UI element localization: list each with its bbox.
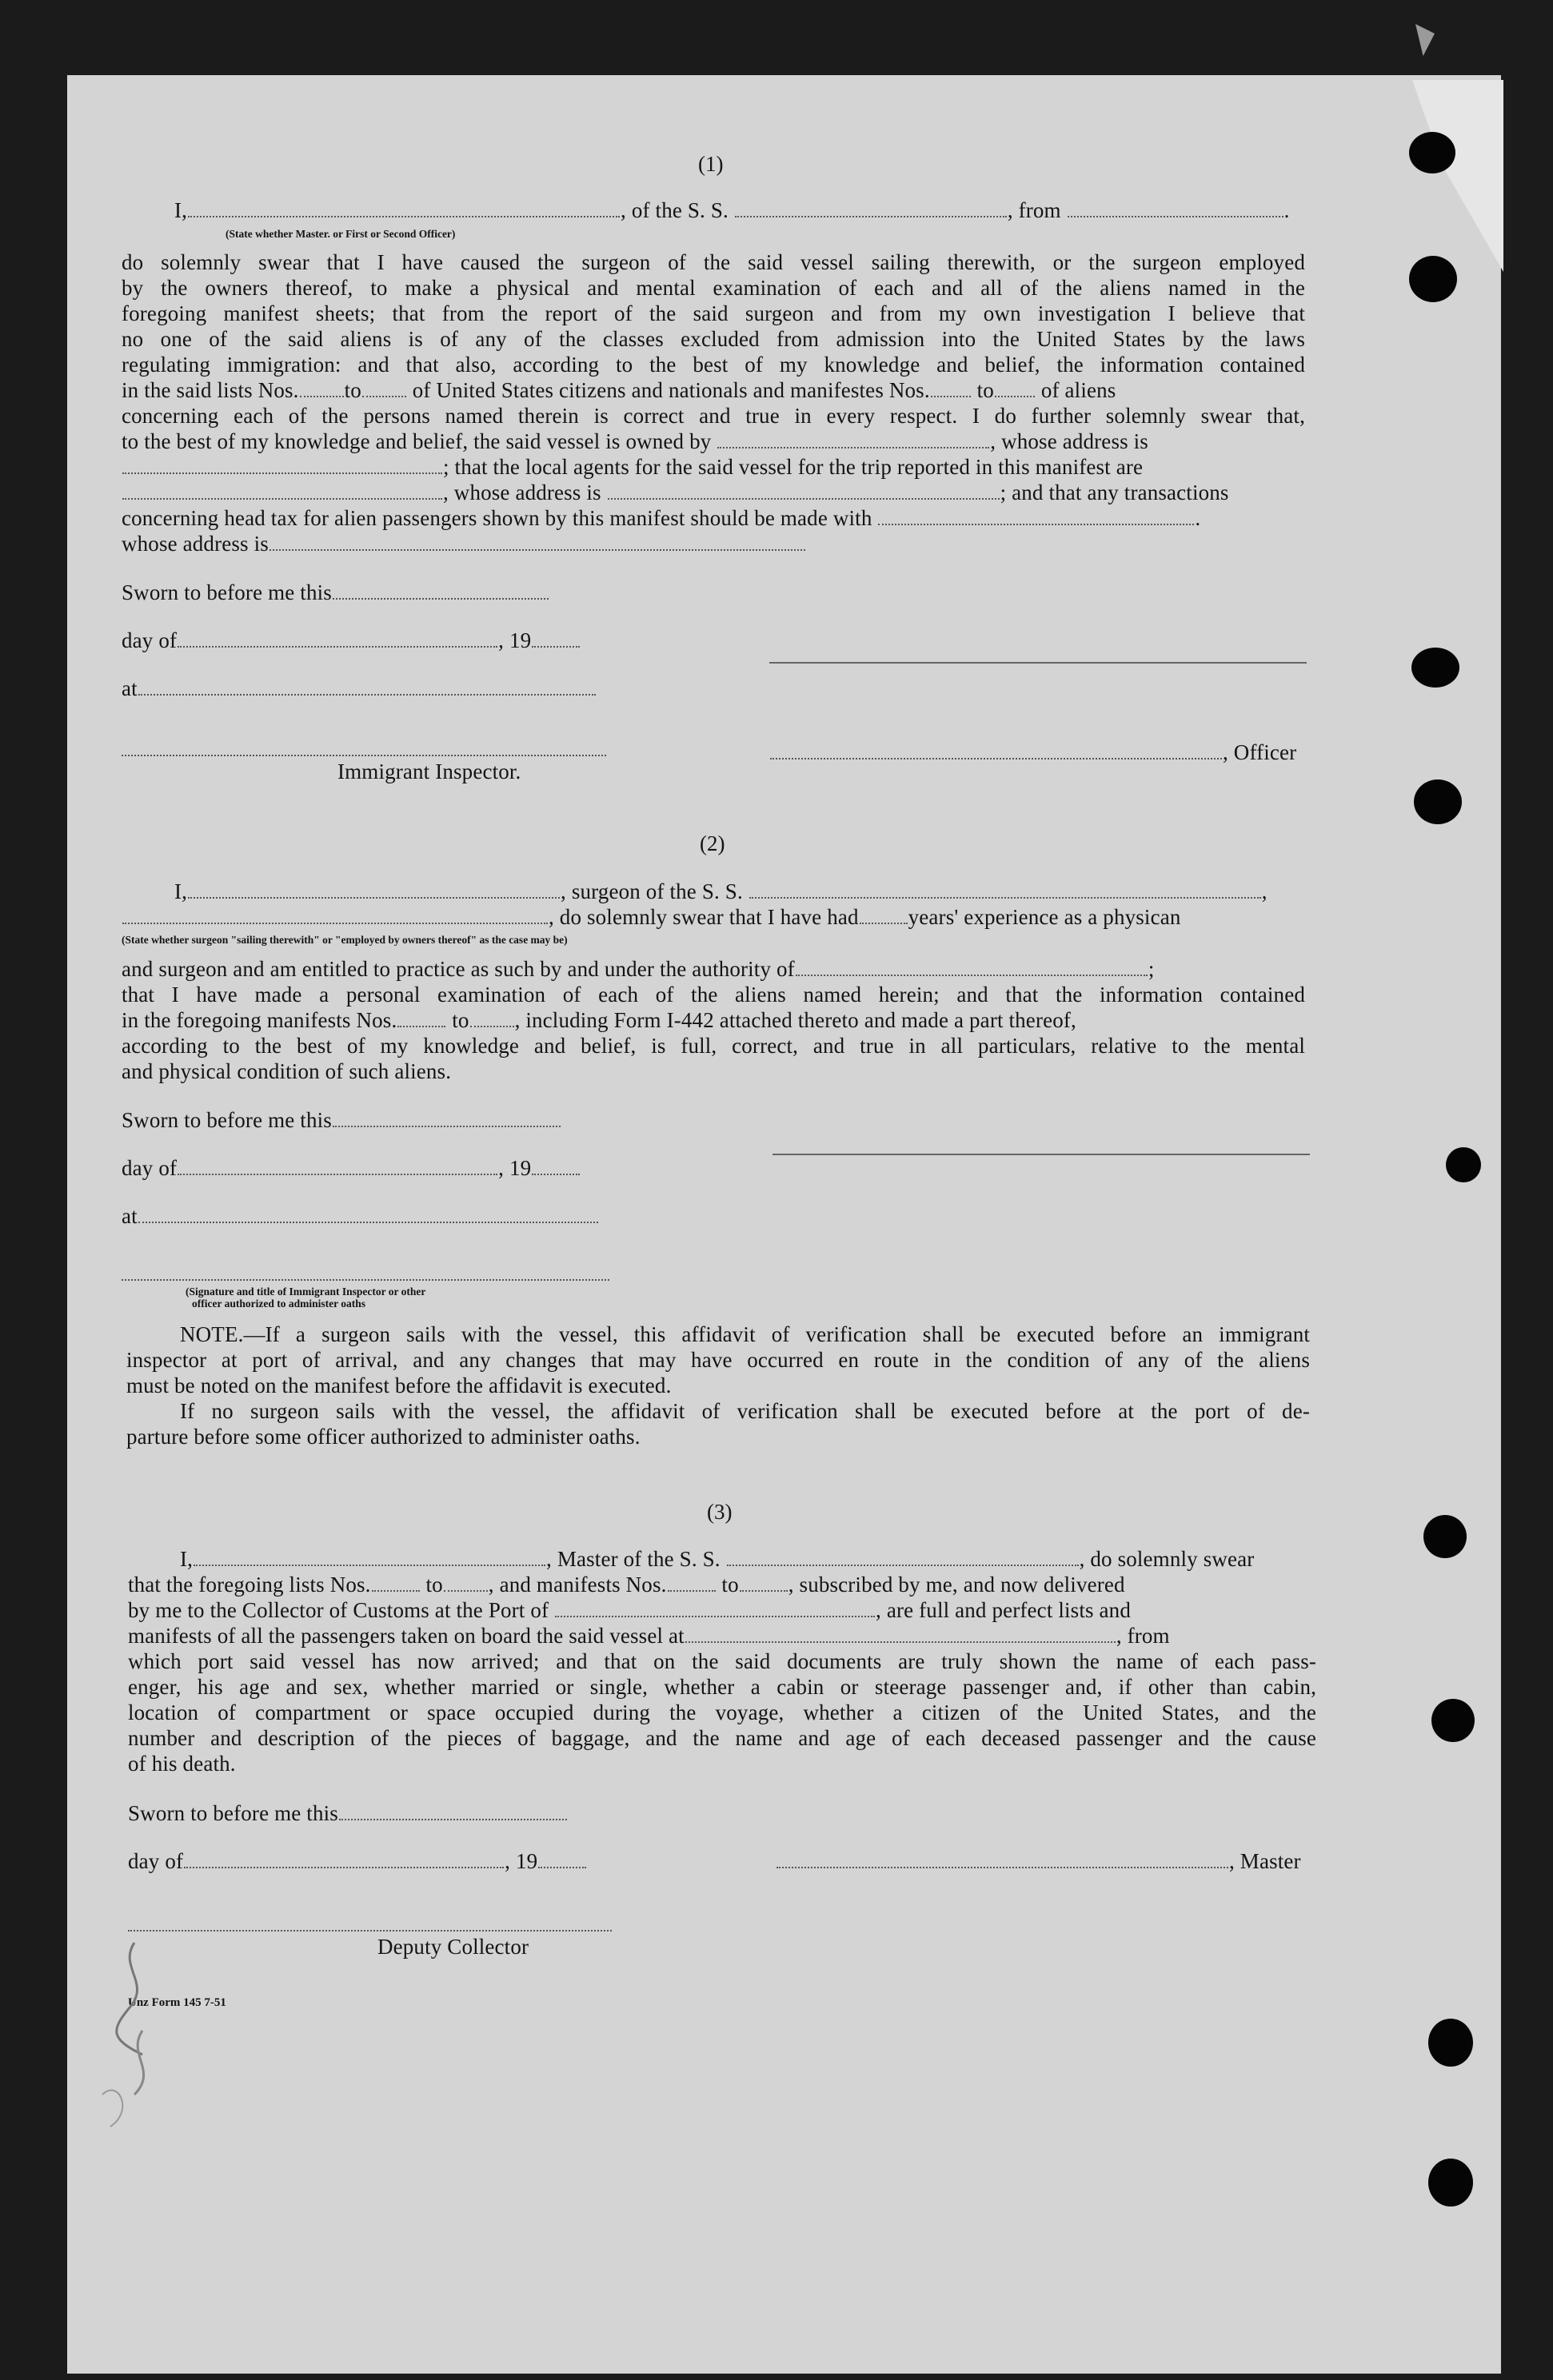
collector-port-label: by me to the Collector of Customs at the Port of <box>128 1598 549 1622</box>
whose-address-label: , whose address is <box>990 429 1148 453</box>
day-of-field[interactable] <box>184 1849 504 1868</box>
at-label: at <box>122 676 138 700</box>
officer-line <box>769 740 1296 765</box>
to-label: to <box>976 378 994 402</box>
punch-hole <box>1428 2159 1473 2207</box>
inspector-signature-line[interactable] <box>122 1279 609 1281</box>
sworn-date-field[interactable] <box>333 1108 561 1127</box>
section-3-line-3 <box>128 1598 1131 1623</box>
punch-hole <box>1423 1515 1467 1558</box>
section-1-number: (1) <box>698 152 724 176</box>
master-name-field[interactable] <box>194 1547 545 1566</box>
inspector-signature-line[interactable] <box>122 755 606 756</box>
owner-field[interactable] <box>717 429 989 448</box>
note-line: must be noted on the manifest before the affidavit is executed. <box>126 1373 672 1397</box>
sworn-label: Sworn to before me this <box>122 580 332 604</box>
from-label: , from <box>1007 198 1061 222</box>
period: . <box>1195 506 1201 530</box>
list-no-to-field[interactable] <box>362 378 406 397</box>
agent-address-field[interactable] <box>608 480 1000 500</box>
owner-line <box>122 429 1148 454</box>
section-2-number: (2) <box>700 831 725 855</box>
manifest-no-from-field[interactable] <box>931 378 971 397</box>
full-lists-label: , are full and perfect lists and <box>876 1598 1131 1622</box>
semicolon: ; <box>1148 957 1155 981</box>
whose-address-label: , whose address is <box>443 480 601 504</box>
authority-label: and surgeon and am entitled to practice as such by and under the authority of <box>122 957 795 981</box>
section-2-line-2 <box>122 905 1181 930</box>
manifests-line <box>122 1008 1076 1033</box>
list-from-field[interactable] <box>372 1573 420 1592</box>
transactions-label: ; and that any transactions <box>1000 480 1229 504</box>
day-of-line <box>128 1849 587 1874</box>
master-vessel-field[interactable] <box>727 1547 1079 1566</box>
handwritten-mark <box>86 1935 182 2143</box>
officer-name-field[interactable] <box>188 198 620 217</box>
vessel-name-field[interactable] <box>735 198 1007 217</box>
list-numbers-line <box>122 378 1116 403</box>
year-prefix: , 19 <box>498 1156 532 1180</box>
taken-on-board-label: manifests of all the passengers taken on board the said vessel at <box>128 1624 685 1648</box>
physican-label: years' experience as a physican <box>908 905 1181 929</box>
year-field[interactable] <box>532 1156 580 1175</box>
section-3-number: (3) <box>707 1500 733 1524</box>
to-label: to <box>425 1573 443 1597</box>
comma: , <box>1261 879 1268 903</box>
punch-hole <box>1431 1699 1475 1742</box>
authority-field[interactable] <box>796 957 1148 976</box>
corner-tear <box>1415 24 1435 56</box>
section-1-line-1 <box>174 198 1290 223</box>
surgeon-status-field[interactable] <box>122 905 548 924</box>
pronoun-i: I, <box>180 1547 194 1571</box>
punch-hole <box>1409 256 1457 302</box>
port-field[interactable] <box>555 1598 875 1617</box>
note-line: inspector at port of arrival, and any changes that may have occurred en route in the condition of any of the aliens <box>126 1348 1310 1372</box>
head-tax-agent-field[interactable] <box>878 506 1194 525</box>
years-experience-label: , do solemnly swear that I have had <box>549 905 859 929</box>
form-number: Unz Form 145 7-51 <box>128 1996 226 2009</box>
sworn-line <box>128 1801 568 1826</box>
sworn-line <box>122 1108 561 1133</box>
agents-line <box>122 455 1143 480</box>
manifests-nos-label: in the foregoing manifests Nos. <box>122 1008 397 1032</box>
signature-note: (Signature and title of Immigrant Inspector or other <box>186 1286 426 1298</box>
at-place-field[interactable] <box>138 676 596 696</box>
solemnly-swear-label: , do solemnly swear <box>1079 1547 1255 1571</box>
day-of-label: day of <box>122 1156 178 1180</box>
at-line <box>122 676 597 701</box>
punch-hole <box>1414 779 1462 824</box>
sworn-label: Sworn to before me this <box>122 1108 332 1132</box>
surgeon-signature-line[interactable] <box>773 1154 1310 1155</box>
head-tax-address-field[interactable] <box>269 532 805 551</box>
day-of-line <box>122 628 581 653</box>
master-oath-line: which port said vessel has now arrived; and that on the said documents are truly shown the name of each pass- <box>128 1649 1316 1673</box>
master-signature-field[interactable] <box>776 1849 1228 1868</box>
at-label: at <box>122 1204 138 1228</box>
master-label: , Master <box>1229 1849 1301 1873</box>
master-oath-line: location of compartment or space occupied during the voyage, whether a citizen of the United States, and the <box>128 1700 1316 1724</box>
punch-hole <box>1446 1147 1481 1182</box>
local-agents-label: ; that the local agents for the said vessel for the trip reported in this manifest are <box>443 455 1144 479</box>
list-to-field[interactable] <box>444 1573 488 1592</box>
head-tax-line <box>122 506 1200 531</box>
oath-line: by the owners thereof, to make a physical and mental examination of each and all of the aliens named in the <box>122 276 1305 300</box>
lists-nos-label: in the said lists Nos. <box>122 378 299 402</box>
sworn-date-field[interactable] <box>333 580 549 600</box>
oath-line: foregoing manifest sheets; that from the report of the said surgeon and from my own investigation I believe that <box>122 301 1305 325</box>
master-oath-line: of his death. <box>128 1752 236 1776</box>
collector-signature-line[interactable] <box>128 1930 612 1932</box>
to-label: to <box>452 1008 469 1032</box>
year-prefix: , 19 <box>498 628 532 652</box>
to-label: to <box>344 378 361 402</box>
punch-hole <box>1411 648 1459 688</box>
officer-signature-line[interactable] <box>769 662 1307 664</box>
to-label: to <box>721 1573 739 1597</box>
subscribed-label: , subscribed by me, and now delivered <box>788 1573 1125 1597</box>
oath-line: no one of the said aliens is of any of the classes excluded from admission into the United States by the laws <box>122 327 1305 351</box>
note-line: If no surgeon sails with the vessel, the affidavit of verification shall be executed before at the port of de- <box>180 1399 1310 1423</box>
form-i442-label: , including Form I-442 attached thereto and made a part thereof, <box>514 1008 1076 1032</box>
agent-address-line <box>122 480 1229 505</box>
surgeon-oath-line: according to the best of my knowledge and belief, is full, correct, and true in all particulars, relative to the mental <box>122 1034 1305 1058</box>
of-ss-label: , of the S. S. <box>621 198 729 222</box>
years-field[interactable] <box>860 905 908 924</box>
manifest-no-to-field[interactable] <box>995 378 1035 397</box>
surgeon-name-field[interactable] <box>188 879 560 899</box>
citizens-manifests-label: of United States citizens and nationals and manifestes Nos. <box>412 378 930 402</box>
year-field[interactable] <box>532 628 580 648</box>
manifest-from-field[interactable] <box>668 1573 716 1592</box>
punch-hole <box>1428 2019 1473 2067</box>
whose-address-line <box>122 532 806 556</box>
period: . <box>1284 198 1290 222</box>
sworn-label: Sworn to before me this <box>128 1801 338 1825</box>
day-of-field[interactable] <box>178 1156 497 1175</box>
sworn-line <box>122 580 549 605</box>
oath-line: regulating immigration: and that also, according to the best of my knowledge and belief, the information contained <box>122 353 1305 377</box>
note-line: NOTE.—If a surgeon sails with the vessel, this affidavit of verification shall be executed before an immigrant <box>180 1322 1310 1346</box>
year-prefix: , 19 <box>505 1849 538 1873</box>
at-line <box>122 1204 599 1229</box>
day-of-field[interactable] <box>178 628 497 648</box>
oath-line: do solemnly swear that I have caused the surgeon of the said vessel sailing therewith, or the surgeon employed <box>122 250 1305 274</box>
authority-line <box>122 957 1154 982</box>
day-of-label: day of <box>128 1849 184 1873</box>
officer-note: (State whether Master. or First or Second Officer) <box>226 228 456 240</box>
master-oath-line: number and description of the pieces of baggage, and the name and age of each deceased passenger and the cause <box>128 1726 1316 1750</box>
immigrant-inspector-label: Immigrant Inspector. <box>337 759 521 783</box>
owned-by-label: to the best of my knowledge and belief, the said vessel is owned by <box>122 429 712 453</box>
master-signature-line <box>776 1849 1301 1874</box>
manifest-from-field[interactable] <box>397 1008 445 1027</box>
section-3-line-1 <box>180 1547 1254 1572</box>
signature-note: officer authorized to administer oaths <box>192 1298 365 1310</box>
lists-nos-label: that the foregoing lists Nos. <box>128 1573 371 1597</box>
surgeon-note: (State whether surgeon "sailing therewith" or "employed by owners thereof" as the case may be) <box>122 934 568 946</box>
officer-signature-field[interactable] <box>770 740 1222 759</box>
surgeon-oath-line: and physical condition of such aliens. <box>122 1059 452 1083</box>
surgeon-of-label: , surgeon of the S. S. <box>561 879 743 903</box>
from-port-field[interactable] <box>1068 198 1284 217</box>
pronoun-i: I, <box>174 879 188 903</box>
manifests-nos-label: , and manifests Nos. <box>488 1573 667 1597</box>
from-label: , from <box>1116 1624 1170 1648</box>
at-place-field[interactable] <box>138 1204 598 1223</box>
day-of-label: day of <box>122 628 178 652</box>
oath-line: concerning each of the persons named therein is correct and true in every respect. I do further solemnly swear that, <box>122 404 1305 428</box>
master-of-label: , Master of the S. S. <box>546 1547 721 1571</box>
day-of-line <box>122 1156 581 1181</box>
list-no-from-field[interactable] <box>300 378 344 397</box>
sworn-date-field[interactable] <box>339 1801 567 1820</box>
section-3-line-2 <box>128 1573 1125 1597</box>
owner-address-field[interactable] <box>122 455 442 474</box>
head-tax-label: concerning head tax for alien passengers shown by this manifest should be made with <box>122 506 872 530</box>
pronoun-i: I, <box>174 198 188 222</box>
whose-address-label: whose address is <box>122 532 269 556</box>
deputy-collector-label: Deputy Collector <box>377 1935 529 1959</box>
local-agents-field[interactable] <box>122 480 442 500</box>
master-oath-line: enger, his age and sex, whether married or single, whether a cabin or steerage passenger and, if other than cabin, <box>128 1675 1316 1699</box>
note-line: parture before some officer authorized to administer oaths. <box>126 1425 641 1449</box>
officer-label: , Officer <box>1223 740 1297 764</box>
manifest-to-field[interactable] <box>740 1573 788 1592</box>
of-aliens-label: of aliens <box>1040 378 1116 402</box>
surgeon-oath-line: that I have made a personal examination of each of the aliens named herein; and that the information contained <box>122 983 1305 1007</box>
section-3-line-4 <box>128 1624 1170 1648</box>
boarding-port-field[interactable] <box>685 1624 1116 1643</box>
surgeon-vessel-field[interactable] <box>749 879 1261 899</box>
punch-hole <box>1409 132 1455 173</box>
year-field[interactable] <box>538 1849 586 1868</box>
section-2-line-1 <box>174 879 1268 904</box>
manifest-to-field[interactable] <box>470 1008 514 1027</box>
